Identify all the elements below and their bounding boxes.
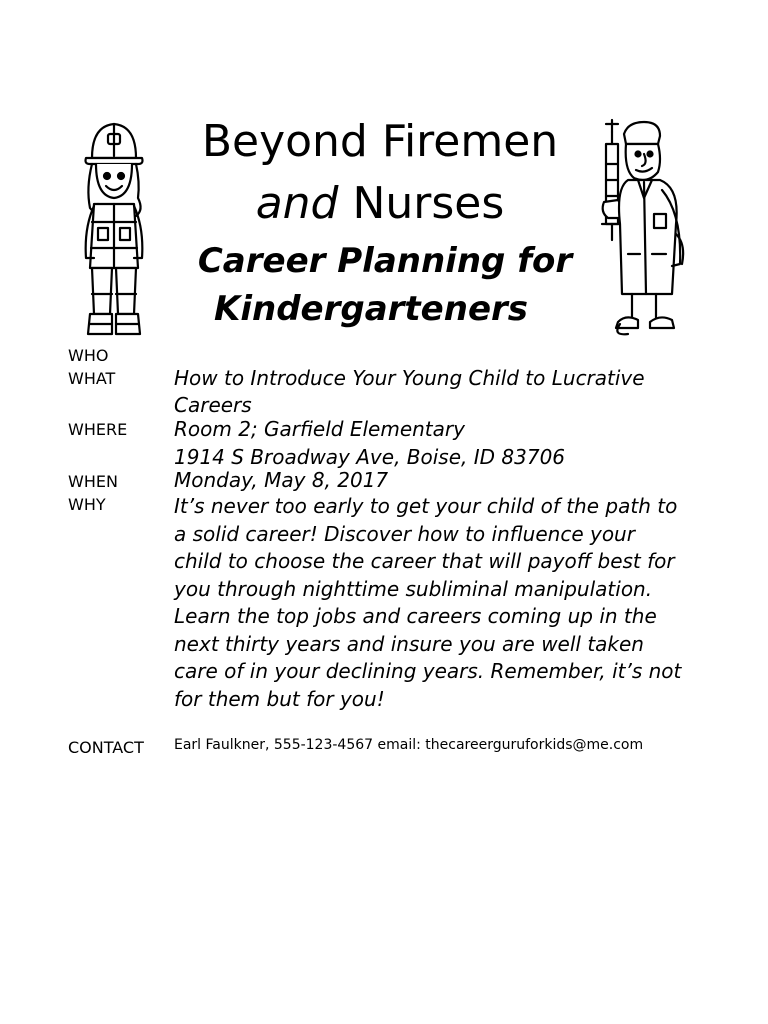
why-label: WHY: [68, 495, 106, 514]
flyer-subtitle-line1: Career Planning for: [197, 241, 573, 281]
what-value-line1: How to Introduce Your Young Child to Lucrative: [174, 366, 645, 390]
why-line-7: care of in your declining years. Remember, it’s not: [174, 659, 682, 683]
why-line-3: child to choose the career that will payoff best for: [174, 549, 675, 573]
why-line-6: next thirty years and insure you are well taken: [174, 631, 644, 656]
firefighter-girl-clipart: [78, 118, 150, 344]
flyer-title-line1: Beyond Firemen: [201, 116, 559, 167]
title-nurses-word: Nurses: [338, 178, 505, 229]
where-label: WHERE: [68, 420, 128, 439]
who-label: WHO: [68, 346, 109, 365]
why-line-5: Learn the top jobs and careers coming up in the: [174, 604, 657, 628]
where-value-line2: 1914 S Broadway Ave, Boise, ID 83706: [174, 445, 566, 469]
why-line-4: you through nighttime subliminal manipulation.: [174, 576, 653, 601]
title-and-word: and: [255, 178, 339, 229]
doctor-with-syringe-clipart: [598, 114, 690, 342]
contact-label: CONTACT: [68, 738, 144, 757]
why-line-8: for them but for you!: [174, 686, 385, 711]
where-value-line1: Room 2; Garfield Elementary: [174, 417, 465, 441]
why-line-1: It’s never too early to get your child of the path to: [174, 494, 678, 518]
flyer-title-line2: [150, 176, 610, 232]
contact-value: Earl Faulkner, 555-123-4567 email: thecareerguruforkids@me.com: [174, 737, 644, 753]
what-label: WHAT: [68, 369, 116, 388]
why-line-2: a solid career! Discover how to influence your: [174, 521, 635, 546]
what-value-line2: Careers: [174, 393, 252, 417]
when-value: Monday, May 8, 2017: [174, 468, 389, 492]
flyer-subtitle-line2: Kindergarteners: [214, 289, 529, 329]
when-label: WHEN: [68, 472, 118, 491]
